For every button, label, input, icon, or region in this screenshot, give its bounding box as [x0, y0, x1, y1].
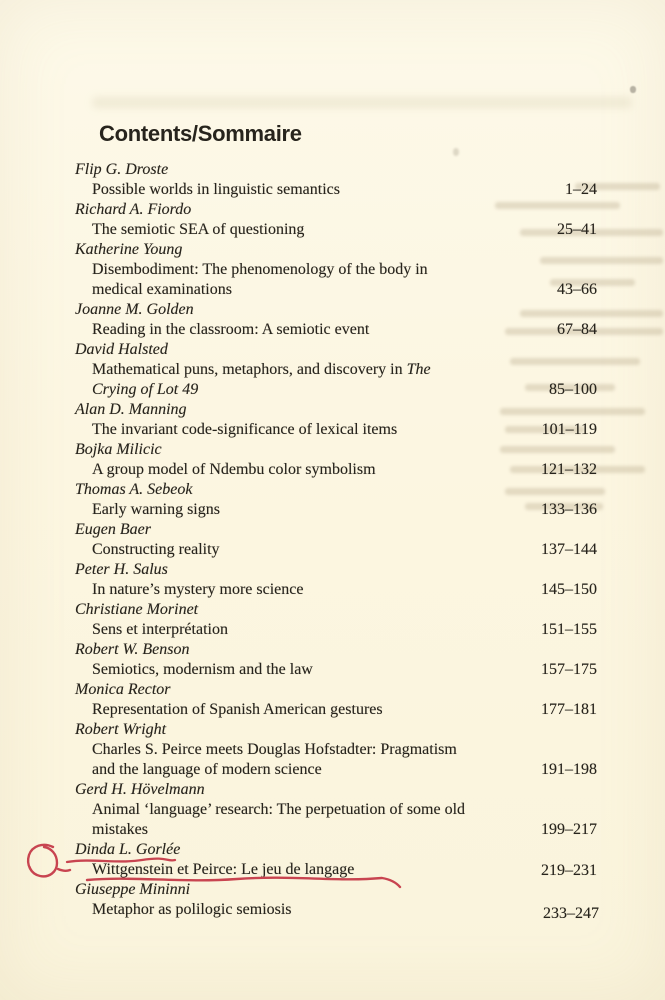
toc-author: Robert Wright	[75, 721, 167, 738]
toc-author: Richard A. Fiordo	[75, 201, 192, 218]
toc-author: Flip G. Droste	[75, 161, 169, 178]
toc-title-text: A group model of Ndembu color symbolism	[92, 461, 376, 478]
toc-title-line	[75, 360, 597, 380]
toc-author: Monica Rector	[75, 681, 171, 698]
toc-author: Alan D. Manning	[75, 401, 187, 418]
toc-page-range: 85–100	[549, 381, 597, 398]
toc-entry	[75, 440, 597, 480]
toc-author: Robert W. Benson	[75, 641, 190, 658]
toc-title-line	[75, 460, 597, 480]
toc-title-line	[75, 620, 597, 640]
toc-author-line	[75, 160, 597, 180]
toc-entry	[75, 640, 597, 680]
toc-page-range: 121–132	[541, 461, 597, 478]
toc-author-line	[75, 300, 597, 320]
toc-title-text: Crying of Lot 49	[92, 381, 199, 398]
toc-page-range: 67–84	[557, 321, 597, 338]
toc-entry	[75, 840, 597, 880]
toc-title-text: Possible worlds in linguistic semantics	[92, 181, 340, 198]
toc-title-text: Animal ‘language’ research: The perpetuation of some old	[92, 801, 466, 818]
toc-title-text: The semiotic SEA of questioning	[92, 221, 305, 238]
toc-page-range: 137–144	[541, 541, 597, 558]
toc-author: Dinda L. Gorlée	[75, 840, 180, 860]
toc-title-line	[75, 280, 597, 300]
toc-title-line	[75, 260, 597, 280]
toc-title-text: Metaphor as polilogic semiosis	[92, 901, 292, 918]
toc-author: Bojka Milicic	[75, 441, 162, 458]
toc-entry	[75, 880, 597, 920]
toc-entry	[75, 480, 597, 520]
toc-page-range: 233–247	[543, 905, 599, 922]
toc-title-line	[75, 420, 597, 440]
toc-author-line	[75, 440, 597, 460]
toc-title-line	[75, 740, 597, 760]
toc-author-line	[75, 640, 597, 660]
toc-list	[75, 160, 597, 920]
toc-title-line	[75, 540, 597, 560]
toc-author-line	[75, 400, 597, 420]
toc-title-text: Reading in the classroom: A semiotic event	[92, 321, 370, 338]
toc-author: Joanne M. Golden	[75, 301, 194, 318]
toc-title-line	[75, 500, 597, 520]
toc-entry	[75, 340, 597, 400]
toc-title-text: In nature’s mystery more science	[92, 581, 304, 598]
toc-entry	[75, 600, 597, 640]
toc-author: Eugen Baer	[75, 521, 151, 538]
toc-author-line	[75, 680, 597, 700]
toc-entry	[75, 720, 597, 780]
page-title: Contents/Sommaire	[99, 121, 302, 146]
toc-entry	[75, 240, 597, 300]
toc-page-range: 199–217	[541, 821, 597, 838]
toc-title-text: Charles S. Peirce meets Douglas Hofstadter: Pragmatism	[92, 741, 457, 758]
toc-title-line	[75, 900, 597, 920]
toc-page-range: 1–24	[565, 181, 597, 198]
toc-entry	[75, 680, 597, 720]
toc-author-line	[75, 780, 597, 800]
toc-title-line	[75, 800, 597, 820]
toc-title-text: Early warning signs	[92, 501, 220, 518]
toc-entry	[75, 780, 597, 840]
toc-title-line	[75, 320, 597, 340]
toc-author: Giuseppe Mininni	[75, 881, 191, 898]
toc-author-line	[75, 720, 597, 740]
toc-title-text: Sens et interprétation	[92, 621, 228, 638]
toc-title-text: Mathematical puns, metaphors, and discovery in The	[92, 361, 431, 378]
scan-smudge	[453, 148, 459, 156]
toc-author: Thomas A. Sebeok	[75, 481, 193, 498]
toc-author-line	[75, 560, 597, 580]
toc-title-line	[75, 380, 597, 400]
toc-author-line	[75, 480, 597, 500]
toc-author: David Halsted	[75, 341, 168, 358]
toc-page-range: 25–41	[557, 221, 597, 238]
toc-entry	[75, 200, 597, 240]
toc-title-line	[75, 760, 597, 780]
toc-title-text: Wittgenstein et Peirce: Le jeu de langage	[92, 860, 354, 880]
toc-author-line	[75, 840, 597, 860]
toc-author: Peter H. Salus	[75, 561, 168, 578]
red-circle-annotation	[19, 841, 71, 881]
toc-title-line	[75, 220, 597, 240]
toc-author-line	[75, 200, 597, 220]
toc-page-range: 219–231	[541, 862, 597, 879]
toc-page-range: 145–150	[541, 581, 597, 598]
toc-page-range: 101–119	[541, 421, 597, 438]
toc-title-line	[75, 860, 597, 880]
toc-entry	[75, 300, 597, 340]
toc-title-text: Semiotics, modernism and the law	[92, 661, 313, 678]
toc-author: Katherine Young	[75, 241, 183, 258]
toc-author: Christiane Morinet	[75, 601, 199, 618]
toc-title-text: Representation of Spanish American gestures	[92, 701, 383, 718]
toc-title-text: Disembodiment: The phenomenology of the body in	[92, 261, 428, 278]
toc-author-line	[75, 340, 597, 360]
toc-title-text: Constructing reality	[92, 541, 220, 558]
toc-entry	[75, 520, 597, 560]
toc-title-text: mistakes	[92, 821, 148, 838]
toc-page-range: 151–155	[541, 621, 597, 638]
toc-entry	[75, 400, 597, 440]
toc-entry	[75, 160, 597, 200]
toc-author-line	[75, 880, 597, 900]
toc-author-line	[75, 600, 597, 620]
toc-author-line	[75, 240, 597, 260]
toc-title-line	[75, 700, 597, 720]
toc-title-line	[75, 180, 597, 200]
showthrough-band-artifact	[92, 97, 632, 108]
toc-title-text: and the language of modern science	[92, 761, 322, 778]
toc-page-range: 177–181	[541, 701, 597, 718]
toc-title-text: medical examinations	[92, 281, 232, 298]
toc-page-range: 191–198	[541, 761, 597, 778]
toc-title-text: The invariant code-significance of lexical items	[92, 421, 398, 438]
toc-page-range: 133–136	[541, 501, 597, 518]
toc-author: Gerd H. Hövelmann	[75, 781, 205, 798]
toc-title-line	[75, 660, 597, 680]
toc-title-line	[75, 580, 597, 600]
toc-page-range: 43–66	[557, 281, 597, 298]
scan-smudge	[630, 86, 636, 93]
toc-author-line	[75, 520, 597, 540]
toc-entry	[75, 560, 597, 600]
toc-title-line	[75, 820, 597, 840]
toc-page-range: 157–175	[541, 661, 597, 678]
